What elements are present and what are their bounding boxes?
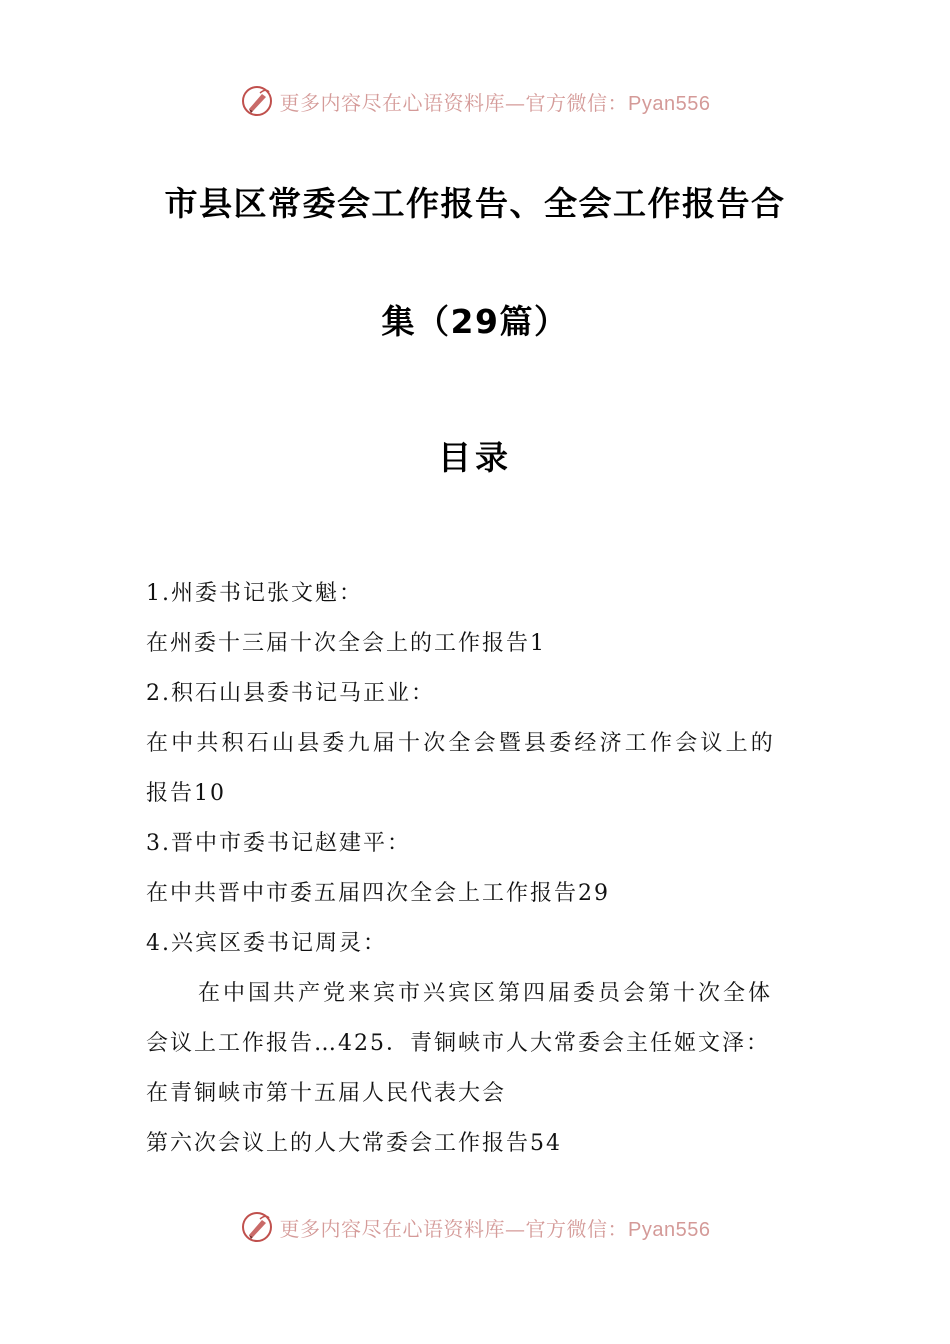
toc-entry-3-speaker: 3.晋中市委书记赵建平： [146,831,411,856]
toc-entry-1-title: 在州委十三届十次全会上的工作报告1 [146,631,546,656]
watermark-text: 更多内容尽在心语资料库—官方微信：Pyan556 [279,1216,711,1241]
watermark-wechat-id: Pyan556 [628,92,711,115]
pen-logo-icon [240,1210,274,1244]
toc-heading: 目录 [438,438,512,477]
pen-logo-icon [240,84,274,118]
toc-entry-4-title: 在中国共产党来宾市兴宾区第四届委员会第十次全体 [198,981,774,1006]
watermark-text: 更多内容尽在心语资料库—官方微信：Pyan556 [279,90,711,115]
toc-entry-5-title: 在青铜峡市第十五届人民代表大会 [146,1081,507,1106]
toc-entry-5-title-cont: 第六次会议上的人大常委会工作报告54 [146,1131,562,1156]
toc-entry-4-speaker: 4.兴宾区委书记周灵： [146,931,387,956]
toc-entry-2-speaker: 2.积石山县委书记马正业： [146,681,435,706]
toc-entry-2-title: 在中共积石山县委九届十次全会暨县委经济工作会议上的 [146,731,777,756]
toc-entry-1-speaker: 1.州委书记张文魁： [146,581,363,606]
toc-entry-3-title: 在中共晋中市委五届四次全会上工作报告29 [146,881,610,906]
watermark-header [0,84,950,118]
watermark-footer [0,1210,950,1244]
document-title-line-2: 集（29篇） [381,302,569,341]
watermark-wechat-id: Pyan556 [628,1218,711,1241]
toc-entry-4-title-cont: 会议上工作报告…425．青铜峡市人大常委会主任姬文泽： [146,1031,770,1056]
document-title-line-1: 市县区常委会工作报告、全会工作报告合 [164,184,786,223]
table-of-contents [146,569,810,1169]
toc-entry-2-title-cont: 报告10 [146,781,226,806]
